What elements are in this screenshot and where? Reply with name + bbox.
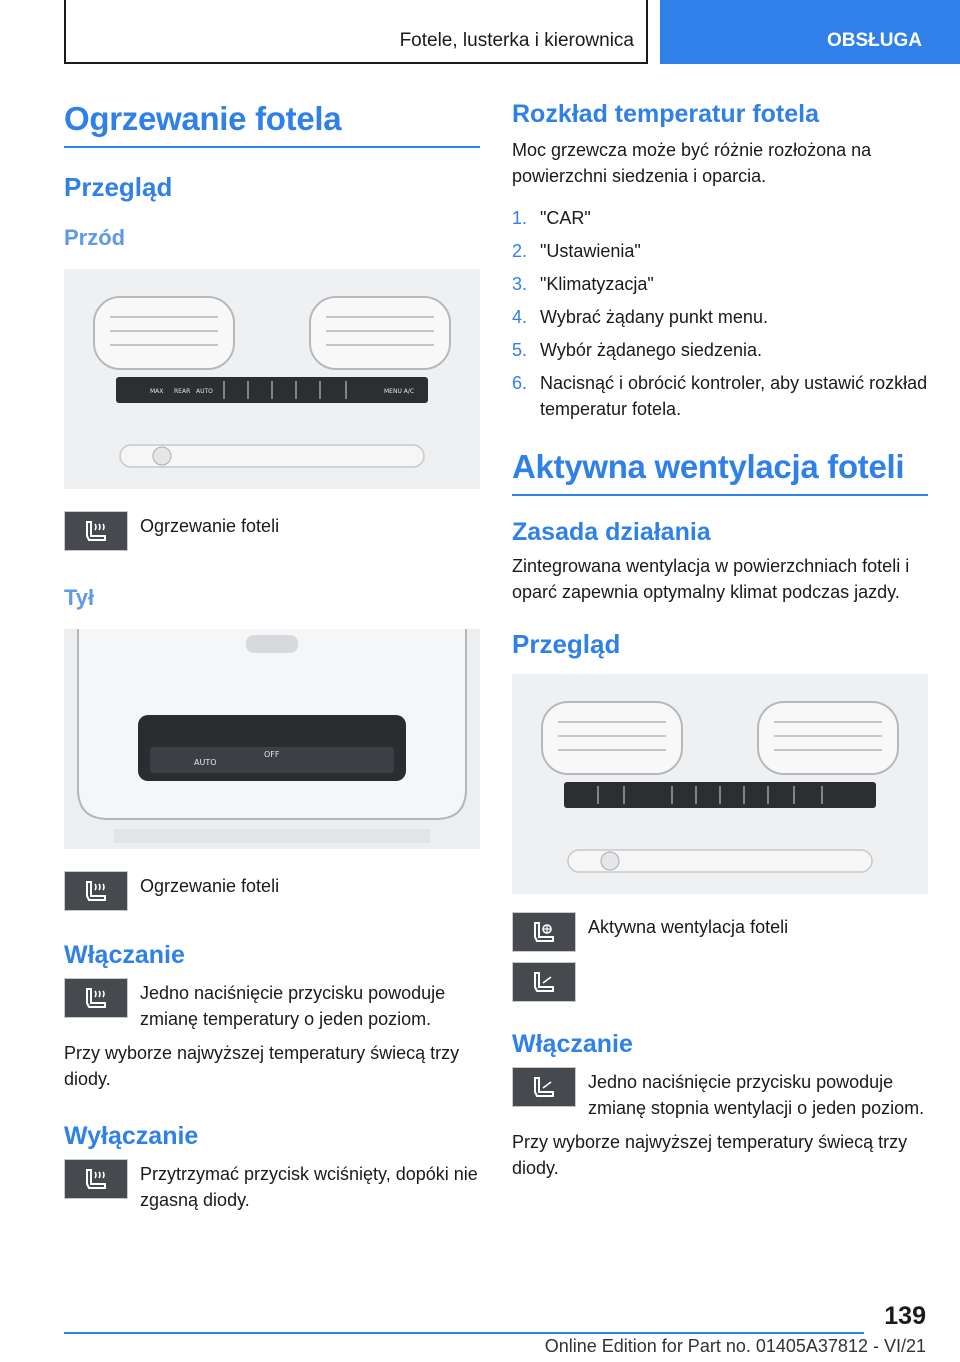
seat-ventilation-rear-icon	[512, 962, 576, 1002]
front-button-menu: MENU A/C	[384, 388, 415, 395]
turn-off-row	[64, 1159, 480, 1213]
seat-heating-icon	[64, 978, 128, 1018]
step-item: 2. "Ustawienia"	[512, 241, 641, 261]
footer-divider	[64, 1332, 864, 1334]
rear-button-off: OFF	[264, 750, 280, 759]
front-console-photo	[64, 269, 480, 489]
header-title: Fotele, lusterka i kierownica	[399, 30, 634, 51]
rear-heating-icon-row	[64, 871, 480, 911]
front-button-rear: REAR	[174, 388, 191, 395]
steps-list	[512, 205, 928, 422]
seat-ventilation-icon	[512, 1067, 576, 1107]
seat-ventilation-icon	[512, 912, 576, 952]
step-item: 3. "Klimatyzacja"	[512, 274, 654, 294]
ventilation-icon-row	[512, 912, 928, 952]
left-column	[64, 100, 480, 1213]
heading-turn-off: Wyłączanie	[64, 1122, 199, 1150]
header-tab: OBSŁUGA	[660, 0, 960, 64]
ventilation-turn-on-text: Jedno naciśnięcie przycisku powoduje zmianę stopnia wentylacji o jeden poziom.	[588, 1072, 925, 1118]
ventilation-turn-on-row	[512, 1067, 928, 1121]
ventilation-turn-on-note: Przy wyborze najwyższej temperatury świecą trzy diody.	[512, 1132, 908, 1178]
seat-heating-icon	[64, 871, 128, 911]
distribution-intro: Moc grzewcza może być różnie rozłożona na powierzchni siedzenia i oparcia.	[512, 140, 872, 186]
front-button-max: MAX	[150, 388, 164, 395]
page-number: 139	[884, 1302, 926, 1330]
heading-turn-on: Włączanie	[64, 941, 185, 969]
step-item: 5. Wybór żądanego siedzenia.	[512, 340, 762, 360]
heading-temperature-distribution: Rozkład temperatur fotela	[512, 100, 820, 128]
header-box	[64, 0, 648, 64]
heading-ventilation-turn-on: Włączanie	[512, 1030, 633, 1058]
turn-on-row	[64, 978, 480, 1032]
heading-overview-ventilation: Przegląd	[512, 629, 621, 659]
heading-front: Przód	[64, 225, 126, 250]
rear-button-auto: AUTO	[194, 758, 217, 767]
section-title-heating: Ogrzewanie fotela	[64, 100, 480, 148]
front-heating-label: Ogrzewanie foteli	[140, 516, 280, 536]
turn-off-text: Przytrzymać przycisk wciśnięty, dopóki nie zgasną diody.	[140, 1164, 478, 1210]
ventilation-label: Aktywna wentylacja foteli	[588, 917, 789, 937]
heading-principle: Zasada działania	[512, 518, 711, 546]
section-title-ventilation: Aktywna wentylacja foteli	[512, 448, 928, 496]
principle-text: Zintegrowana wentylacja w powierzchniach foteli i oparć zapewnia optymalny klimat podczas jazdy.	[512, 556, 910, 602]
rear-console-photo	[64, 629, 480, 849]
seat-heating-icon	[64, 1159, 128, 1199]
turn-on-text: Jedno naciśnięcie przycisku powoduje zmianę temperatury o jeden poziom.	[140, 983, 446, 1029]
footer-edition: Online Edition for Part no. 01405A37812 - VI/21	[544, 1336, 926, 1356]
right-column	[512, 100, 928, 1181]
heading-rear: Tył	[64, 585, 95, 610]
step-item: 6. Nacisnąć i obrócić kontroler, aby ustawić rozkład temperatur fotela.	[512, 373, 928, 419]
turn-on-note: Przy wyborze najwyższej temperatury świecą trzy diody.	[64, 1043, 460, 1089]
ventilation-icon-row-2	[512, 962, 928, 1002]
rear-heating-label: Ogrzewanie foteli	[140, 876, 280, 896]
ventilation-console-photo	[512, 674, 928, 894]
heading-overview: Przegląd	[64, 172, 173, 202]
seat-heating-icon	[64, 511, 128, 551]
front-heating-icon-row	[64, 511, 480, 551]
step-item: 4. Wybrać żądany punkt menu.	[512, 307, 768, 327]
step-item: 1. "CAR"	[512, 208, 591, 228]
front-button-auto: AUTO	[196, 388, 213, 395]
